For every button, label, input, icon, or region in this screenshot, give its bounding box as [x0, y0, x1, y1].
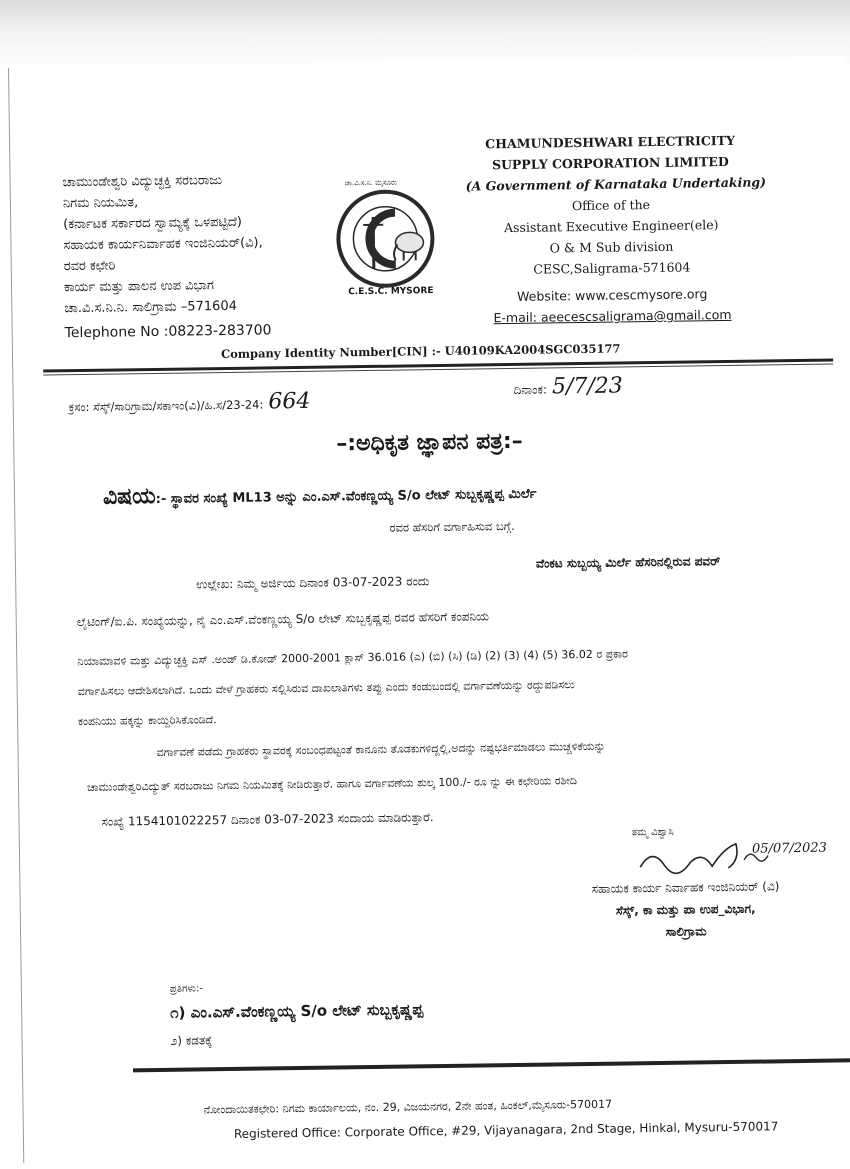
- cesc-logo: [333, 178, 439, 303]
- left-header-line: ಸಹಾಯಕ ಕಾರ್ಯನಿರ್ವಾಹಕ ಇಂಜಿನಿಯರ್(ವಿ),: [63, 235, 263, 254]
- email-link[interactable]: E-mail: aeecescsaligrama@gmail.com: [493, 306, 732, 326]
- left-header-line: ಚಾಮುಂಡೇಶ್ವರಿ ವಿದ್ಯುಚ್ಛಕ್ತಿ ಸರಬರಾಜು: [62, 173, 223, 191]
- office-address: CESC,Saligrama-571604: [533, 259, 691, 277]
- subject: [103, 479, 537, 510]
- yours-faithfully: ತಮ್ಮ ವಿಶ್ವಾಸಿ: [631, 826, 674, 839]
- reference-number: [69, 389, 311, 417]
- body-line: ಕಂಪನಿಯು ಹಕ್ಕನ್ನು ಕಾಯ್ದಿರಿಸಿಕೊಂಡಿದೆ.: [78, 713, 217, 729]
- left-header-line: ರವರ ಕಛೇರಿ: [63, 258, 116, 275]
- left-header-line: ನಿಗಮ ನಿಯಮಿತ,: [62, 195, 139, 212]
- date-label: ದಿನಾಂಕ:: [513, 382, 548, 397]
- left-header-line: (ಕರ್ನಾಟಕ ಸರ್ಕಾರದ ಸ್ವಾಮ್ಯಕ್ಕೆ ಒಳಪಟ್ಟಿದೆ): [63, 214, 242, 233]
- govt-undertaking: (A Government of Karnataka Undertaking): [465, 174, 767, 194]
- subject-text-2: ರವರ ಹೆಸರಿಗೆ ವರ್ಗಾಹಿಸುವ ಬಗ್ಗೆ.: [389, 518, 515, 535]
- ref-label: ಕ್ರಸಂ: ಸೆಸ್ಕ್/ಸಾರಿಗ್ರಾಮ/ಸಕಾಇಂ(ವಿ)/ಹಿ.ಸ/23-24:: [68, 397, 264, 415]
- body-text: ಲೈಟಿಂಗ್/ಐ.ಪಿ. ಸಂಖ್ಯೆಯನ್ನು, ನೈ ಎಂ.ಎಸ್.ವೆಂಕಣ್ಣಯ್ಯ S/o ಲೇಟ್ ಸುಬ್ಬಕೃಷ್ಣಪ್ಪ ರವರ ಹೆಸರಿಗೆ ಕಂಪನಿಯ: [76, 609, 490, 630]
- signature-date: 05/07/2023: [751, 840, 828, 857]
- copies-label: ಪ್ರತಿಗಳು:-: [169, 983, 204, 995]
- left-header: [62, 169, 271, 344]
- footer-rule: [133, 1058, 850, 1072]
- website: Website: www.cescmysore.org: [517, 286, 708, 304]
- signatory-designation: ಸಹಾಯಕ ಕಾರ್ಯ ನಿರ್ವಾಹಕ ಇಂಜಿನಿಯರ್ (ವಿ): [591, 879, 780, 896]
- body-line-reference: ಉಲ್ಲೇಖ: ನಿಮ್ಮ ಅರ್ಜಿಯ ದಿನಾಂಕ 03-07-2023 ರಂದು: [196, 574, 430, 592]
- company-name-2: SUPPLY CORPORATION LIMITED: [491, 153, 729, 173]
- copy-item: ೧) ಎಂ.ಎಸ್.ವೆಂಕಣ್ಣಯ್ಯ S/o ಲೇಟ್ ಸುಬ್ಬಕೃಷ್ಣಪ್ಪ: [170, 1000, 424, 1022]
- body-line: [77, 609, 489, 630]
- body-line: ವೆಂಕಟ ಸುಬ್ಬಯ್ಯ ಮಿರ್ಲೆ ಹೆಸರಿನಲ್ಲಿರುವ ಪವರ್: [535, 554, 721, 571]
- body-line: ಚಾಮುಂಡೇಶ್ವರಿವಿದ್ಯುತ್ ಸರಬರಾಜು ನಿಗಮ ನಿಯಮಿತಕ್ಕೆ ನೀಡಿರುತ್ತಾರೆ. ಹಾಗೂ ವರ್ಗಾವಣೆಯ ಶುಲ್ಕ 100./- ರೂ ನ್ನು ಈ ಕಛೇರಿಯ ರಶೀದಿ: [86, 774, 578, 794]
- body-line: ವರ್ಗಾಹಿಸಲು ಆದೇಶಿಸಲಾಗಿದೆ. ಒಂದು ವೇಳೆ ಗ್ರಾಹಕರು ಸಲ್ಲಿಸಿರುವ ದಾಖಲಾತಿಗಳು ತಪ್ಪು ಎಂದು ಕಂಡುಬಂದಲ್ಲಿ ವರ್ಗಾವಣೆಯನ್ನು ರದ್ದುಪಡಿಸಲು: [77, 678, 575, 699]
- left-header-line: ಚಾ.ವಿ.ಸ.ನಿ.ನಿ. ಸಾಲಿಗ್ರಾಮ –571604: [64, 298, 238, 317]
- footer-kannada: ನೋಂದಾಯಿತಕಛೇರಿ: ನಿಗಮ ಕಾರ್ಯಾಲಯ, ನಂ. 29, ವಿಜಯನಗರ, 2ನೇ ಹಂತ, ಹಿಂಕಲ್,ಮೈಸೂರು-570017: [203, 1097, 613, 1117]
- subject-text: :- ಸ್ಥಾವರ ಸಂಖ್ಯೆ ML13 ಅನ್ನು ಎಂ.ಎಸ್.ವೆಂಕಣ್ಣಯ್ಯ S/o ಲೇಟ್ ಸುಬ್ಬಕೃಷ್ಣಪ್ಪ ಮಿರ್ಲೆ: [155, 486, 537, 507]
- telephone: Telephone No :08223-283700: [64, 322, 272, 342]
- body-line: ನಿಯಾಮಾವಳಿ ಮತ್ತು ವಿದ್ಯುಚ್ಛಕ್ತಿ ಎಸ್ .ಅಂಡ್ ಡಿ.ಕೋಡ್ 2000-2001 ಕ್ಲಾಸ್ 36.016 (ಎ) (ಬಿ) (ಸಿ) (ಡಿ) (2) (3) (4) (5) 36.02 ರ ಪ್ರಕಾರ: [77, 647, 628, 669]
- copy-item: ೨) ಕಡತಕ್ಕೆ: [170, 1033, 213, 1048]
- logo-arc-top: ಚಾ.ವಿ.ಸ.ನಿ. ಮೈಸೂರು: [344, 178, 397, 188]
- footer-english: Registered Office: Corporate Office, #29, Vijayanagara, 2nd Stage, Hinkal, Mysuru-570017: [233, 1119, 779, 1141]
- date: [513, 373, 623, 400]
- signatory-office: ಸೆಸ್ಕ್, ಕಾ ಮತ್ತು ಪಾ ಉಪ_ವಿಭಾಗ,: [615, 901, 756, 918]
- sub-division: O & M Sub division: [549, 238, 674, 256]
- subject-label: ವಿಷಯ: [102, 483, 156, 510]
- company-name-1: CHAMUNDESHWARI ELECTRICITY: [485, 132, 736, 152]
- office-of: Office of the: [571, 197, 651, 214]
- body-line: ವರ್ಗಾವಣೆ ಪಡೆದು ಗ್ರಾಹಕರು ಸ್ಥಾವರಕ್ಕೆ ಸಂಬಂಧಪಟ್ಟಂತೆ ಕಾನೂನು ತೊಡಕುಗಳಿದ್ದಲ್ಲಿ,ಅದನ್ನು ನಷ್ಟಭರ್ತಿಮಾಡಲು ಮುಚ್ಚಳಿಕೆಯನ್ನು: [156, 739, 606, 759]
- letter-page: [8, 56, 850, 1163]
- company-cin: Company Identity Number[CIN] :- U40109KA2004SGC035177: [220, 341, 621, 362]
- right-header: [465, 130, 767, 329]
- memo-title: –:ಅಧಿಕೃತ ಜ್ಞಾಪನ ಪತ್ರ:–: [336, 428, 523, 457]
- footer: [203, 1095, 778, 1141]
- date-handwritten: 5/7/23: [551, 373, 624, 400]
- body-line: ಸಂಖ್ಯೆ 1154101022257 ದಿನಾಂಕ 03-07-2023 ಸಂದಾಯ ಮಾಡಿರುತ್ತಾರೆ.: [101, 810, 434, 829]
- logo-arc-bottom: C.E.S.C. MYSORE: [348, 286, 434, 298]
- ref-number-handwritten: 664: [268, 388, 311, 415]
- office-title: Assistant Executive Engineer(ele): [503, 217, 719, 236]
- signatory-place: ಸಾಲಿಗ್ರಾಮ: [665, 924, 707, 939]
- signatory-block: [540, 875, 831, 945]
- left-header-line: ಕಾರ್ಯ ಮತ್ತು ಪಾಲನ ಉಪ ವಿಭಾಗ: [63, 278, 215, 296]
